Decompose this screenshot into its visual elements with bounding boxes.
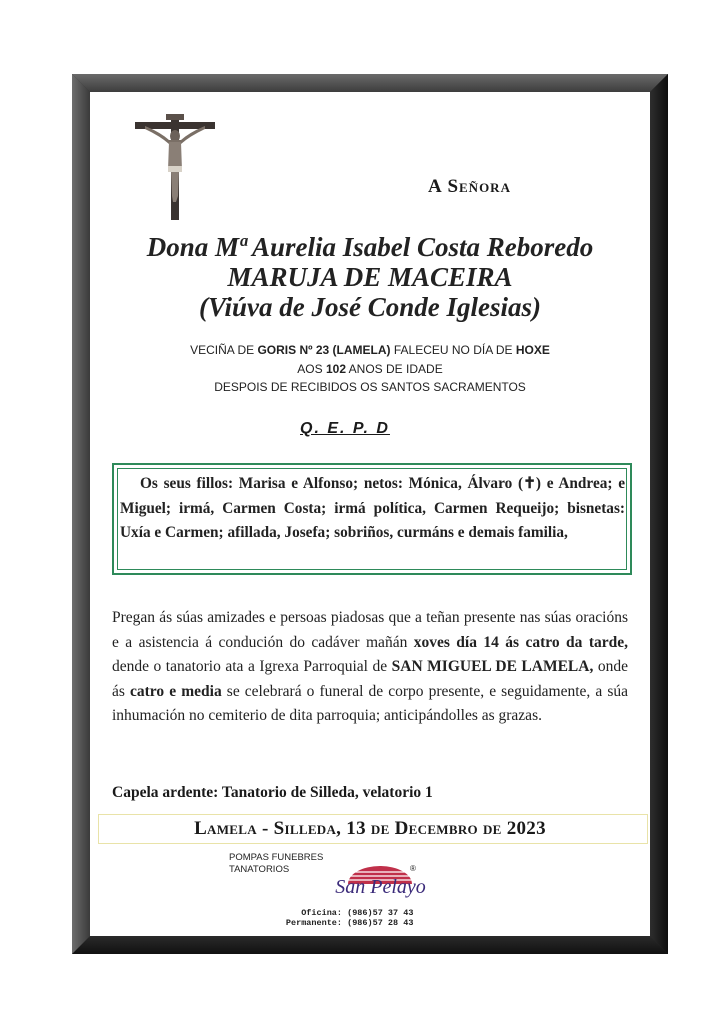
deceased-full-name: Dona Mª Aurelia Isabel Costa Reboredo — [146, 232, 594, 262]
invitation-paragraph: Pregan ás súas amizades e persoas piadosas que a teñan presente nas súas oracións e a asistencia á condución do cadáver mañán xoves día 14 ás catro da tarde, dende o tanatorio ata a Igrexa Parroquial de SAN MIGUEL DE LAMELA, onde ás catro e media se celebrará o funeral de corpo presente, e seguidamente, a súa inhumación no cemiterio de dita parroquia; anticipándolles as grazas. — [112, 609, 629, 725]
frame-bevel-top — [72, 74, 668, 92]
permanent-phone-row: Permanente: (986)57 28 43 — [285, 918, 414, 928]
frame-bevel-right — [650, 74, 668, 954]
funeral-services-label: POMPAS FUNEBRES TANATORIOS — [229, 852, 324, 875]
frame-bevel-left — [72, 74, 90, 954]
brand-name: San Pelayo — [335, 876, 426, 898]
info-line-1: VECIÑA DE GORIS Nº 23 (LAMELA) FALECEU NO DÍA DE HOXE — [190, 343, 550, 357]
deceased-name-block — [90, 232, 650, 322]
capela-ardente: Capela ardente: Tanatorio de Silleda, velatorio 1 — [112, 784, 433, 801]
crucifix-icon — [135, 110, 215, 222]
deceased-nickname: MARUJA DE MACEIRA — [227, 262, 513, 292]
phone-numbers — [272, 908, 413, 928]
qepd-label: Q. E. P. D — [300, 420, 390, 437]
widow-note: (Viúva de José Conde Iglesias) — [199, 292, 541, 322]
registered-mark: ® — [410, 864, 416, 873]
family-text: Os seus fillos: Marisa e Alfonso; netos: Mónica, Álvaro (✝) e Andrea; e Miguel; irmá, Carmen Costa; irmá política, Carmen Requeijo; bisnetas: Uxía e Carmen; afillada, Josefa; sobriños, curmáns e demais familia, — [120, 475, 625, 541]
info-line-3: DESPOIS DE RECIBIDOS OS SANTOS SACRAMENTOS — [214, 380, 526, 394]
info-line-2: AOS 102 ANOS DE IDADE — [297, 362, 443, 376]
date-line: Lamela - Silleda, 13 de Decembro de 2023 — [194, 818, 546, 839]
salutation: A Señora — [428, 176, 511, 197]
frame-bevel-bottom — [72, 936, 668, 954]
office-phone-row: Oficina: (986)57 37 43 — [301, 908, 414, 918]
